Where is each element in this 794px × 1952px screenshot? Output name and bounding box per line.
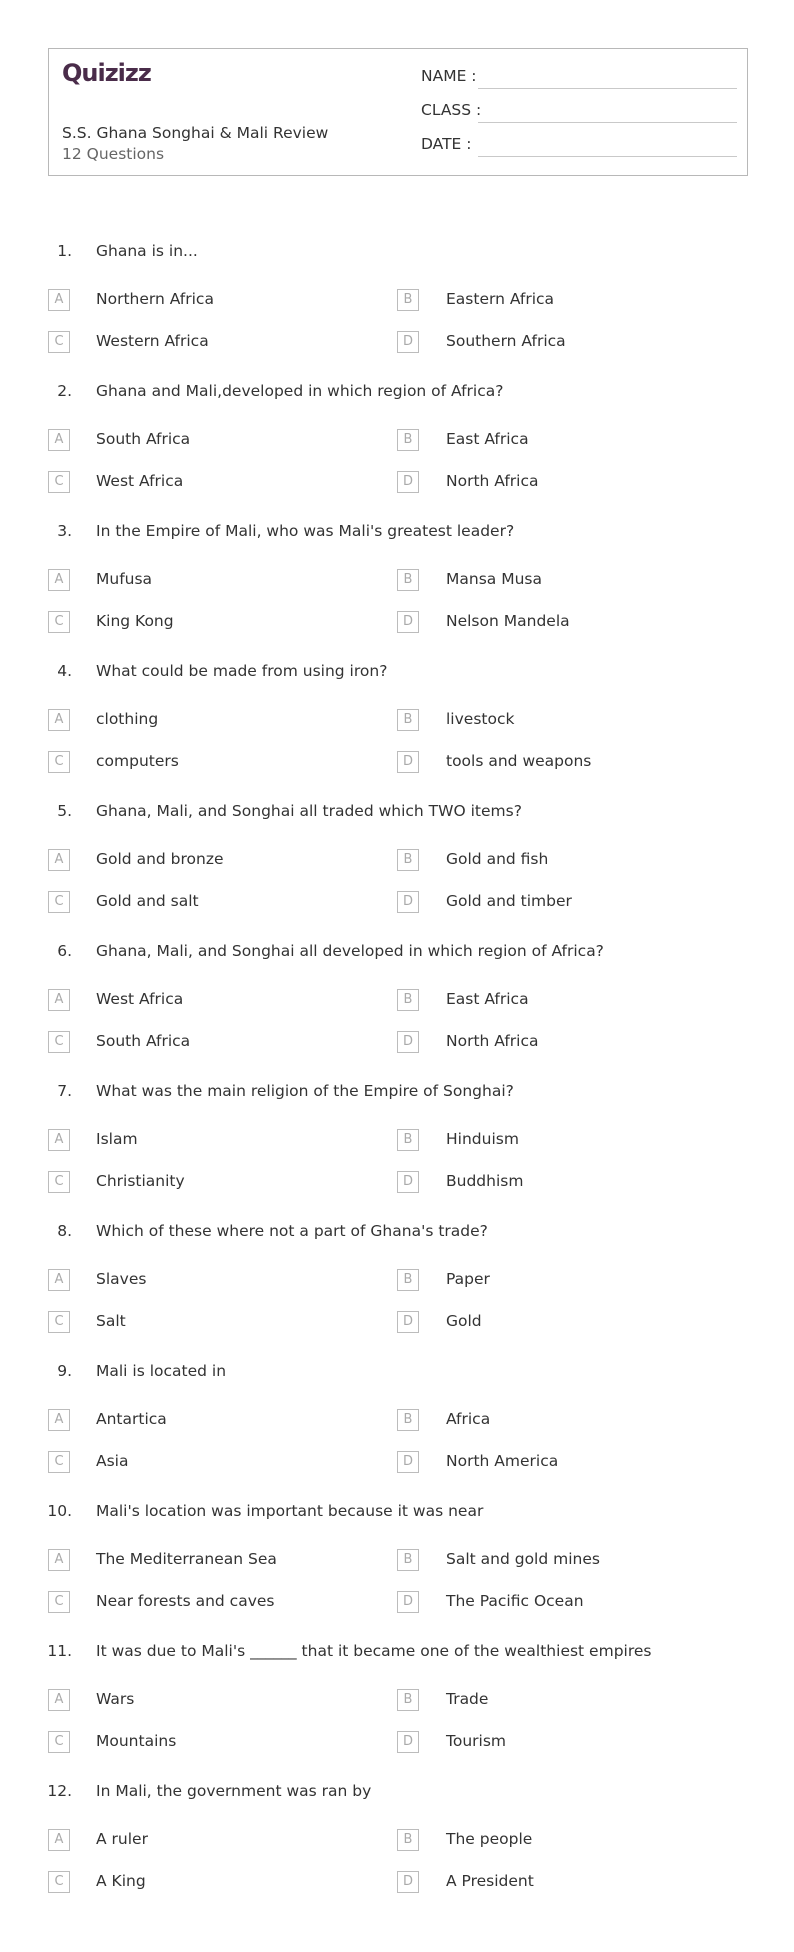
option-text: South Africa	[96, 430, 191, 448]
option-text: East Africa	[446, 990, 529, 1008]
option-letter-box[interactable]: C	[48, 331, 70, 353]
option-letter-box[interactable]: A	[48, 429, 70, 451]
question-number: 1.	[57, 242, 72, 260]
option-letter-box[interactable]: A	[48, 1689, 70, 1711]
option-letter-box[interactable]: B	[397, 1549, 419, 1571]
option-letter-box[interactable]: B	[397, 1689, 419, 1711]
option-text: Antartica	[96, 1410, 167, 1428]
option-text: Trade	[446, 1690, 489, 1708]
option-letter-box[interactable]: A	[48, 849, 70, 871]
option-letter-box[interactable]: B	[397, 989, 419, 1011]
quizizz-logo: Quizizz	[62, 59, 151, 87]
date-line[interactable]	[478, 156, 737, 157]
option-letter-box[interactable]: B	[397, 1829, 419, 1851]
option-letter-box[interactable]: D	[397, 1031, 419, 1053]
date-field[interactable]	[421, 133, 737, 157]
option-letter-box[interactable]: D	[397, 1451, 419, 1473]
option-text: tools and weapons	[446, 752, 592, 770]
option-text: North Africa	[446, 472, 539, 490]
option-letter-box[interactable]: A	[48, 1549, 70, 1571]
option-letter-box[interactable]: D	[397, 471, 419, 493]
option-letter-box[interactable]: D	[397, 751, 419, 773]
question-number: 12.	[47, 1782, 72, 1800]
option-letter-box[interactable]: B	[397, 1129, 419, 1151]
option-letter-box[interactable]: D	[397, 611, 419, 633]
option-text: Nelson Mandela	[446, 612, 570, 630]
option-letter-box[interactable]: C	[48, 1871, 70, 1893]
option-letter-box[interactable]: D	[397, 1871, 419, 1893]
option-text: Salt and gold mines	[446, 1550, 600, 1568]
option-text: A King	[96, 1872, 146, 1890]
option-letter-box[interactable]: A	[48, 709, 70, 731]
option-text: Mufusa	[96, 570, 153, 588]
question-number: 3.	[57, 522, 72, 540]
option-letter-box[interactable]: C	[48, 1031, 70, 1053]
option-text: Near forests and caves	[96, 1592, 275, 1610]
option-text: West Africa	[96, 990, 184, 1008]
option-text: Wars	[96, 1690, 135, 1708]
option-letter-box[interactable]: C	[48, 1591, 70, 1613]
option-letter-box[interactable]: B	[397, 289, 419, 311]
option-letter-box[interactable]: B	[397, 709, 419, 731]
option-text: Eastern Africa	[446, 290, 555, 308]
option-text: Salt	[96, 1312, 126, 1330]
question-number: 7.	[57, 1082, 72, 1100]
option-text: The Mediterranean Sea	[96, 1550, 277, 1568]
question-number: 9.	[57, 1362, 72, 1380]
option-letter-box[interactable]: B	[397, 849, 419, 871]
class-field[interactable]	[421, 99, 737, 123]
option-text: South Africa	[96, 1032, 191, 1050]
option-text: Gold	[446, 1312, 482, 1330]
option-letter-box[interactable]: A	[48, 1269, 70, 1291]
option-letter-box[interactable]: C	[48, 1311, 70, 1333]
option-text: Mansa Musa	[446, 570, 542, 588]
option-letter-box[interactable]: D	[397, 891, 419, 913]
option-text: Gold and bronze	[96, 850, 224, 868]
question-text: Mali's location was important because it was near	[96, 1502, 484, 1520]
question-text: It was due to Mali's ______ that it became one of the wealthiest empires	[96, 1642, 652, 1660]
option-letter-box[interactable]: B	[397, 429, 419, 451]
option-letter-box[interactable]: C	[48, 1171, 70, 1193]
option-text: Tourism	[446, 1732, 506, 1750]
question-text: Ghana and Mali,developed in which region of Africa?	[96, 382, 504, 400]
question-number: 10.	[47, 1502, 72, 1520]
option-letter-box[interactable]: C	[48, 471, 70, 493]
question-number: 11.	[47, 1642, 72, 1660]
option-text: Northern Africa	[96, 290, 214, 308]
question-number: 2.	[57, 382, 72, 400]
option-text: Asia	[96, 1452, 129, 1470]
question-text: In Mali, the government was ran by	[96, 1782, 372, 1800]
option-text: Slaves	[96, 1270, 147, 1288]
option-letter-box[interactable]: A	[48, 1409, 70, 1431]
name-label: NAME :	[421, 67, 477, 85]
option-text: Christianity	[96, 1172, 185, 1190]
option-letter-box[interactable]: D	[397, 1591, 419, 1613]
option-letter-box[interactable]: A	[48, 289, 70, 311]
option-letter-box[interactable]: D	[397, 1171, 419, 1193]
option-letter-box[interactable]: A	[48, 1129, 70, 1151]
option-letter-box[interactable]: B	[397, 1409, 419, 1431]
question-number: 5.	[57, 802, 72, 820]
option-letter-box[interactable]: A	[48, 569, 70, 591]
option-text: Gold and salt	[96, 892, 199, 910]
option-letter-box[interactable]: B	[397, 1269, 419, 1291]
worksheet-title: S.S. Ghana Songhai & Mali Review	[62, 124, 329, 142]
option-text: livestock	[446, 710, 515, 728]
question-text: Mali is located in	[96, 1362, 227, 1380]
question-text: Which of these where not a part of Ghana's trade?	[96, 1222, 488, 1240]
option-text: Paper	[446, 1270, 490, 1288]
option-text: Gold and fish	[446, 850, 549, 868]
question-text: Ghana, Mali, and Songhai all traded which TWO items?	[96, 802, 522, 820]
option-text: King Kong	[96, 612, 174, 630]
worksheet-header	[48, 48, 748, 176]
option-text: Western Africa	[96, 332, 209, 350]
option-text: Mountains	[96, 1732, 177, 1750]
question-number: 8.	[57, 1222, 72, 1240]
option-text: clothing	[96, 710, 159, 728]
option-letter-box[interactable]: D	[397, 1731, 419, 1753]
question-text: What was the main religion of the Empire of Songhai?	[96, 1082, 514, 1100]
question-number: 4.	[57, 662, 72, 680]
option-letter-box[interactable]: C	[48, 1451, 70, 1473]
question-text: Ghana is in...	[96, 242, 198, 260]
option-text: A President	[446, 1872, 534, 1890]
option-letter-box[interactable]: C	[48, 1731, 70, 1753]
question-count: 12 Questions	[62, 145, 165, 163]
option-text: A ruler	[96, 1830, 148, 1848]
option-text: Buddhism	[446, 1172, 524, 1190]
option-text: North Africa	[446, 1032, 539, 1050]
name-field[interactable]	[421, 65, 737, 89]
question-text: What could be made from using iron?	[96, 662, 388, 680]
option-letter-box[interactable]: C	[48, 751, 70, 773]
question-number: 6.	[57, 942, 72, 960]
option-letter-box[interactable]: A	[48, 1829, 70, 1851]
option-letter-box[interactable]: A	[48, 989, 70, 1011]
question-text: Ghana, Mali, and Songhai all developed in which region of Africa?	[96, 942, 604, 960]
option-text: Southern Africa	[446, 332, 566, 350]
option-text: computers	[96, 752, 179, 770]
option-text: Islam	[96, 1130, 138, 1148]
option-letter-box[interactable]: C	[48, 611, 70, 633]
name-line[interactable]	[478, 88, 737, 89]
option-text: Gold and timber	[446, 892, 572, 910]
option-text: East Africa	[446, 430, 529, 448]
option-text: Africa	[446, 1410, 491, 1428]
option-letter-box[interactable]: C	[48, 891, 70, 913]
class-label: CLASS :	[421, 101, 482, 119]
option-text: The Pacific Ocean	[446, 1592, 584, 1610]
option-letter-box[interactable]: B	[397, 569, 419, 591]
option-letter-box[interactable]: D	[397, 331, 419, 353]
option-letter-box[interactable]: D	[397, 1311, 419, 1333]
date-label: DATE :	[421, 135, 472, 153]
option-text: West Africa	[96, 472, 184, 490]
question-text: In the Empire of Mali, who was Mali's greatest leader?	[96, 522, 515, 540]
class-line[interactable]	[478, 122, 737, 123]
option-text: Hinduism	[446, 1130, 519, 1148]
option-text: North America	[446, 1452, 559, 1470]
option-text: The people	[446, 1830, 533, 1848]
